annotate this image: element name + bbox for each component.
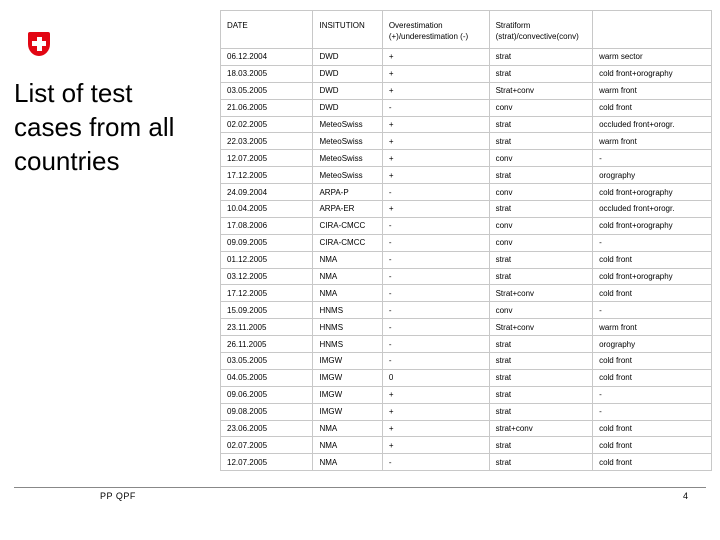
cell-date: 03.05.2005	[221, 353, 313, 370]
cell-precip-type: conv	[489, 217, 592, 234]
footer-label: PP QPF	[100, 491, 136, 501]
cell-estimation: -	[382, 184, 489, 201]
table-row	[221, 369, 712, 386]
cell-precip-type: conv	[489, 150, 592, 167]
cell-estimation: -	[382, 454, 489, 471]
cell-synoptic: warm front	[593, 319, 712, 336]
cell-synoptic: cold front+orography	[593, 217, 712, 234]
cell-institution: DWD	[313, 99, 382, 116]
cell-institution: HNMS	[313, 302, 382, 319]
cell-synoptic: orography	[593, 336, 712, 353]
cell-estimation: -	[382, 302, 489, 319]
cell-institution: CIRA-CMCC	[313, 234, 382, 251]
cell-date: 03.05.2005	[221, 82, 313, 99]
table-row	[221, 150, 712, 167]
cell-synoptic: occluded front+orogr.	[593, 116, 712, 133]
cell-institution: IMGW	[313, 403, 382, 420]
cell-date: 09.09.2005	[221, 234, 313, 251]
cell-estimation: -	[382, 251, 489, 268]
table-row	[221, 268, 712, 285]
cell-synoptic: cold front+orography	[593, 268, 712, 285]
cell-date: 15.09.2005	[221, 302, 313, 319]
cell-institution: MeteoSwiss	[313, 133, 382, 150]
cell-precip-type: strat	[489, 454, 592, 471]
cell-date: 17.08.2006	[221, 217, 313, 234]
header-synoptic	[593, 11, 712, 49]
cell-synoptic: cold front	[593, 285, 712, 302]
cell-estimation: +	[382, 403, 489, 420]
table-row	[221, 184, 712, 201]
cell-institution: NMA	[313, 285, 382, 302]
cell-date: 12.07.2005	[221, 454, 313, 471]
cell-synoptic: cold front	[593, 251, 712, 268]
header-estimation: Overestimation (+)/underestimation (-)	[382, 11, 489, 49]
slide-title: List of test cases from all countries	[14, 78, 175, 176]
cell-estimation: -	[382, 99, 489, 116]
cell-institution: DWD	[313, 65, 382, 82]
footer-divider	[14, 487, 706, 488]
cell-precip-type: strat+conv	[489, 420, 592, 437]
cell-institution: MeteoSwiss	[313, 116, 382, 133]
cell-synoptic: -	[593, 234, 712, 251]
cell-date: 21.06.2005	[221, 99, 313, 116]
cell-synoptic: warm sector	[593, 49, 712, 66]
cell-date: 01.12.2005	[221, 251, 313, 268]
cell-synoptic: cold front	[593, 437, 712, 454]
cell-estimation: +	[382, 167, 489, 184]
table-row	[221, 353, 712, 370]
cell-precip-type: Strat+conv	[489, 82, 592, 99]
cell-estimation: -	[382, 234, 489, 251]
cell-precip-type: strat	[489, 201, 592, 218]
cell-estimation: 0	[382, 369, 489, 386]
table-header-row	[221, 11, 712, 49]
cell-estimation: -	[382, 336, 489, 353]
table-row	[221, 167, 712, 184]
table-row	[221, 336, 712, 353]
cell-date: 26.11.2005	[221, 336, 313, 353]
cell-synoptic: warm front	[593, 82, 712, 99]
table-row	[221, 403, 712, 420]
cell-precip-type: strat	[489, 386, 592, 403]
cell-estimation: +	[382, 420, 489, 437]
cell-synoptic: warm front	[593, 133, 712, 150]
cell-date: 02.02.2005	[221, 116, 313, 133]
cell-institution: ARPA-P	[313, 184, 382, 201]
cell-synoptic: occluded front+orogr.	[593, 201, 712, 218]
cell-synoptic: cold front	[593, 369, 712, 386]
cell-date: 18.03.2005	[221, 65, 313, 82]
cell-date: 12.07.2005	[221, 150, 313, 167]
cell-estimation: +	[382, 201, 489, 218]
cell-synoptic: -	[593, 403, 712, 420]
cell-institution: HNMS	[313, 319, 382, 336]
cell-precip-type: conv	[489, 302, 592, 319]
cell-estimation: +	[382, 150, 489, 167]
cell-synoptic: orography	[593, 167, 712, 184]
cell-institution: DWD	[313, 49, 382, 66]
cell-synoptic: cold front+orography	[593, 184, 712, 201]
page-number: 4	[682, 491, 688, 501]
cell-synoptic: cold front	[593, 353, 712, 370]
cell-institution: MeteoSwiss	[313, 167, 382, 184]
cell-estimation: +	[382, 386, 489, 403]
cell-date: 23.11.2005	[221, 319, 313, 336]
cell-estimation: -	[382, 353, 489, 370]
cell-precip-type: strat	[489, 116, 592, 133]
cell-institution: CIRA-CMCC	[313, 217, 382, 234]
table-row	[221, 65, 712, 82]
table-row	[221, 49, 712, 66]
cell-institution: DWD	[313, 82, 382, 99]
cell-precip-type: strat	[489, 268, 592, 285]
cell-date: 22.03.2005	[221, 133, 313, 150]
table-row	[221, 251, 712, 268]
cell-synoptic: -	[593, 386, 712, 403]
header-precipitation-type: Stratiform (strat)/convective(conv)	[489, 11, 592, 49]
cell-precip-type: conv	[489, 99, 592, 116]
cell-date: 10.04.2005	[221, 201, 313, 218]
table-row	[221, 201, 712, 218]
cell-precip-type: Strat+conv	[489, 285, 592, 302]
cell-precip-type: strat	[489, 369, 592, 386]
cell-estimation: +	[382, 116, 489, 133]
table-row	[221, 133, 712, 150]
table-row	[221, 217, 712, 234]
table-row	[221, 234, 712, 251]
table-row	[221, 82, 712, 99]
cell-institution: NMA	[313, 268, 382, 285]
table-row	[221, 302, 712, 319]
table-row	[221, 386, 712, 403]
cell-institution: NMA	[313, 420, 382, 437]
cell-synoptic: cold front	[593, 420, 712, 437]
cell-estimation: +	[382, 65, 489, 82]
cell-date: 04.05.2005	[221, 369, 313, 386]
cell-estimation: -	[382, 268, 489, 285]
cell-estimation: +	[382, 133, 489, 150]
header-institution: INSITUTION	[313, 11, 382, 49]
cell-date: 23.06.2005	[221, 420, 313, 437]
swiss-flag-icon	[28, 32, 50, 56]
cell-date: 09.08.2005	[221, 403, 313, 420]
cell-estimation: -	[382, 319, 489, 336]
cell-estimation: +	[382, 437, 489, 454]
test-cases-table	[220, 10, 712, 471]
cell-precip-type: strat	[489, 65, 592, 82]
cell-date: 24.09.2004	[221, 184, 313, 201]
cell-institution: NMA	[313, 437, 382, 454]
table-row	[221, 116, 712, 133]
cell-precip-type: strat	[489, 336, 592, 353]
cell-institution: NMA	[313, 454, 382, 471]
cell-precip-type: Strat+conv	[489, 319, 592, 336]
cell-precip-type: conv	[489, 234, 592, 251]
cell-date: 03.12.2005	[221, 268, 313, 285]
cell-institution: NMA	[313, 251, 382, 268]
cell-date: 02.07.2005	[221, 437, 313, 454]
cell-precip-type: strat	[489, 403, 592, 420]
cell-precip-type: strat	[489, 353, 592, 370]
cell-institution: ARPA-ER	[313, 201, 382, 218]
cell-institution: IMGW	[313, 386, 382, 403]
cell-date: 17.12.2005	[221, 167, 313, 184]
cell-synoptic: -	[593, 150, 712, 167]
table-row	[221, 319, 712, 336]
cell-institution: IMGW	[313, 369, 382, 386]
table-row	[221, 454, 712, 471]
cell-institution: MeteoSwiss	[313, 150, 382, 167]
cell-date: 17.12.2005	[221, 285, 313, 302]
cell-synoptic: -	[593, 302, 712, 319]
cell-precip-type: strat	[489, 251, 592, 268]
table-row	[221, 285, 712, 302]
cell-date: 09.06.2005	[221, 386, 313, 403]
cell-synoptic: cold front	[593, 99, 712, 116]
cell-estimation: -	[382, 217, 489, 234]
cell-precip-type: conv	[489, 184, 592, 201]
table-row	[221, 99, 712, 116]
cell-estimation: +	[382, 49, 489, 66]
header-date: DATE	[221, 11, 313, 49]
cell-precip-type: strat	[489, 167, 592, 184]
cell-synoptic: cold front+orography	[593, 65, 712, 82]
cell-date: 06.12.2004	[221, 49, 313, 66]
cell-institution: HNMS	[313, 336, 382, 353]
cell-precip-type: strat	[489, 49, 592, 66]
cell-institution: IMGW	[313, 353, 382, 370]
cell-estimation: +	[382, 82, 489, 99]
cell-precip-type: strat	[489, 437, 592, 454]
cell-estimation: -	[382, 285, 489, 302]
cell-precip-type: strat	[489, 133, 592, 150]
table-row	[221, 437, 712, 454]
cell-synoptic: cold front	[593, 454, 712, 471]
table-row	[221, 420, 712, 437]
